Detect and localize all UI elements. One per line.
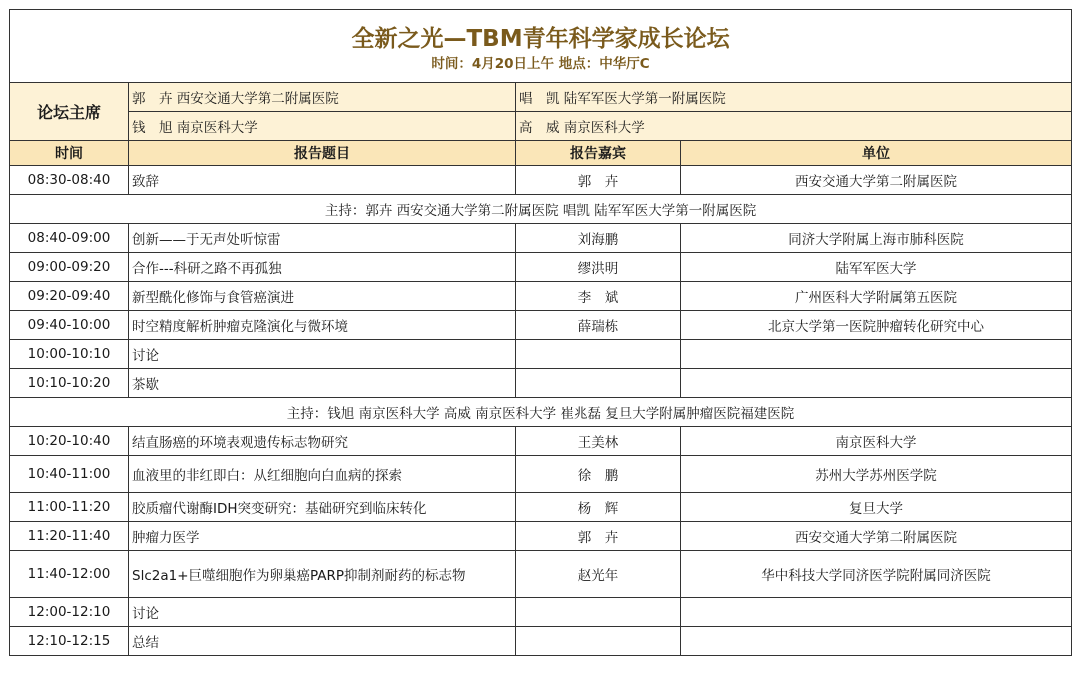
table-row (10, 598, 1072, 627)
speaker-cell (516, 340, 681, 369)
time-cell: 08:30-08:40 (10, 166, 129, 195)
speaker-cell: 薛瑞栋 (516, 311, 681, 340)
org-cell: 同济大学附属上海市肺科医院 (681, 224, 1072, 253)
column-header-row (10, 141, 1072, 166)
table-row (10, 551, 1072, 598)
time-cell: 12:10-12:15 (10, 627, 129, 656)
speaker-cell: 刘海鹏 (516, 224, 681, 253)
time-cell: 11:20-11:40 (10, 522, 129, 551)
column-header-org: 单位 (681, 141, 1072, 166)
table-row (10, 166, 1072, 195)
table-row (10, 369, 1072, 398)
table-row (10, 253, 1072, 282)
speaker-cell: 杨 辉 (516, 493, 681, 522)
topic-cell: Slc2a1+巨噬细胞作为卵巢癌PARP抑制剂耐药的标志物 (129, 551, 516, 598)
table-row (10, 627, 1072, 656)
time-cell: 10:00-10:10 (10, 340, 129, 369)
speaker-cell: 赵光年 (516, 551, 681, 598)
chair-4: 高 威 南京医科大学 (516, 112, 1072, 141)
speaker-cell: 王美林 (516, 427, 681, 456)
speaker-cell: 李 斌 (516, 282, 681, 311)
time-cell: 08:40-09:00 (10, 224, 129, 253)
time-cell: 10:20-10:40 (10, 427, 129, 456)
org-cell: 南京医科大学 (681, 427, 1072, 456)
topic-cell: 讨论 (129, 598, 516, 627)
table-row (10, 224, 1072, 253)
host-row (10, 195, 1072, 224)
org-cell (681, 369, 1072, 398)
speaker-cell: 郭 卉 (516, 166, 681, 195)
topic-cell: 合作---科研之路不再孤独 (129, 253, 516, 282)
table-row (10, 493, 1072, 522)
time-cell: 10:10-10:20 (10, 369, 129, 398)
time-cell: 09:00-09:20 (10, 253, 129, 282)
topic-cell: 总结 (129, 627, 516, 656)
speaker-cell (516, 598, 681, 627)
topic-cell: 胶质瘤代谢酶IDH突变研究：基础研究到临床转化 (129, 493, 516, 522)
speaker-cell: 郭 卉 (516, 522, 681, 551)
time-cell: 09:20-09:40 (10, 282, 129, 311)
time-cell: 11:40-12:00 (10, 551, 129, 598)
chair-3: 钱 旭 南京医科大学 (129, 112, 516, 141)
org-cell (681, 340, 1072, 369)
topic-cell: 茶歇 (129, 369, 516, 398)
table-row (10, 311, 1072, 340)
time-cell: 12:00-12:10 (10, 598, 129, 627)
page-title: 全新之光—TBM青年科学家成长论坛 (351, 25, 730, 52)
org-cell: 复旦大学 (681, 493, 1072, 522)
org-cell: 西安交通大学第二附属医院 (681, 166, 1072, 195)
table-row (10, 282, 1072, 311)
table-row (10, 522, 1072, 551)
org-cell: 西安交通大学第二附属医院 (681, 522, 1072, 551)
chair-1: 郭 卉 西安交通大学第二附属医院 (129, 83, 516, 112)
chair-2: 唱 凯 陆军军医大学第一附属医院 (516, 83, 1072, 112)
table-row (10, 427, 1072, 456)
column-header-topic: 报告题目 (129, 141, 516, 166)
org-cell: 北京大学第一医院肿瘤转化研究中心 (681, 311, 1072, 340)
chair-label: 论坛主席 (10, 83, 129, 141)
column-header-speaker: 报告嘉宾 (516, 141, 681, 166)
org-cell: 陆军军医大学 (681, 253, 1072, 282)
speaker-cell (516, 369, 681, 398)
host-row (10, 398, 1072, 427)
org-cell (681, 598, 1072, 627)
speaker-cell: 徐 鹏 (516, 456, 681, 493)
time-cell: 09:40-10:00 (10, 311, 129, 340)
time-cell: 11:00-11:20 (10, 493, 129, 522)
column-header-time: 时间 (10, 141, 129, 166)
topic-cell: 时空精度解析肿瘤克隆演化与微环境 (129, 311, 516, 340)
topic-cell: 结直肠癌的环境表观遗传标志物研究 (129, 427, 516, 456)
org-cell: 苏州大学苏州医学院 (681, 456, 1072, 493)
schedule-table (9, 9, 1072, 656)
host-info: 主持：钱旭 南京医科大学 高威 南京医科大学 崔兆磊 复旦大学附属肿瘤医院福建医院 (10, 398, 1072, 427)
schedule-sheet (9, 9, 1071, 656)
topic-cell: 讨论 (129, 340, 516, 369)
title-cell (10, 10, 1072, 83)
topic-cell: 致辞 (129, 166, 516, 195)
topic-cell: 创新——于无声处听惊雷 (129, 224, 516, 253)
speaker-cell (516, 627, 681, 656)
table-row (10, 456, 1072, 493)
org-cell (681, 627, 1072, 656)
topic-cell: 新型酰化修饰与食管癌演进 (129, 282, 516, 311)
topic-cell: 肿瘤力医学 (129, 522, 516, 551)
org-cell: 华中科技大学同济医学院附属同济医院 (681, 551, 1072, 598)
host-info: 主持：郭卉 西安交通大学第二附属医院 唱凯 陆军军医大学第一附属医院 (10, 195, 1072, 224)
table-row (10, 340, 1072, 369)
org-cell: 广州医科大学附属第五医院 (681, 282, 1072, 311)
speaker-cell: 缪洪明 (516, 253, 681, 282)
topic-cell: 血液里的非红即白：从红细胞向白血病的探索 (129, 456, 516, 493)
page-subtitle: 时间：4月20日上午 地点：中华厅C (431, 55, 650, 72)
time-cell: 10:40-11:00 (10, 456, 129, 493)
